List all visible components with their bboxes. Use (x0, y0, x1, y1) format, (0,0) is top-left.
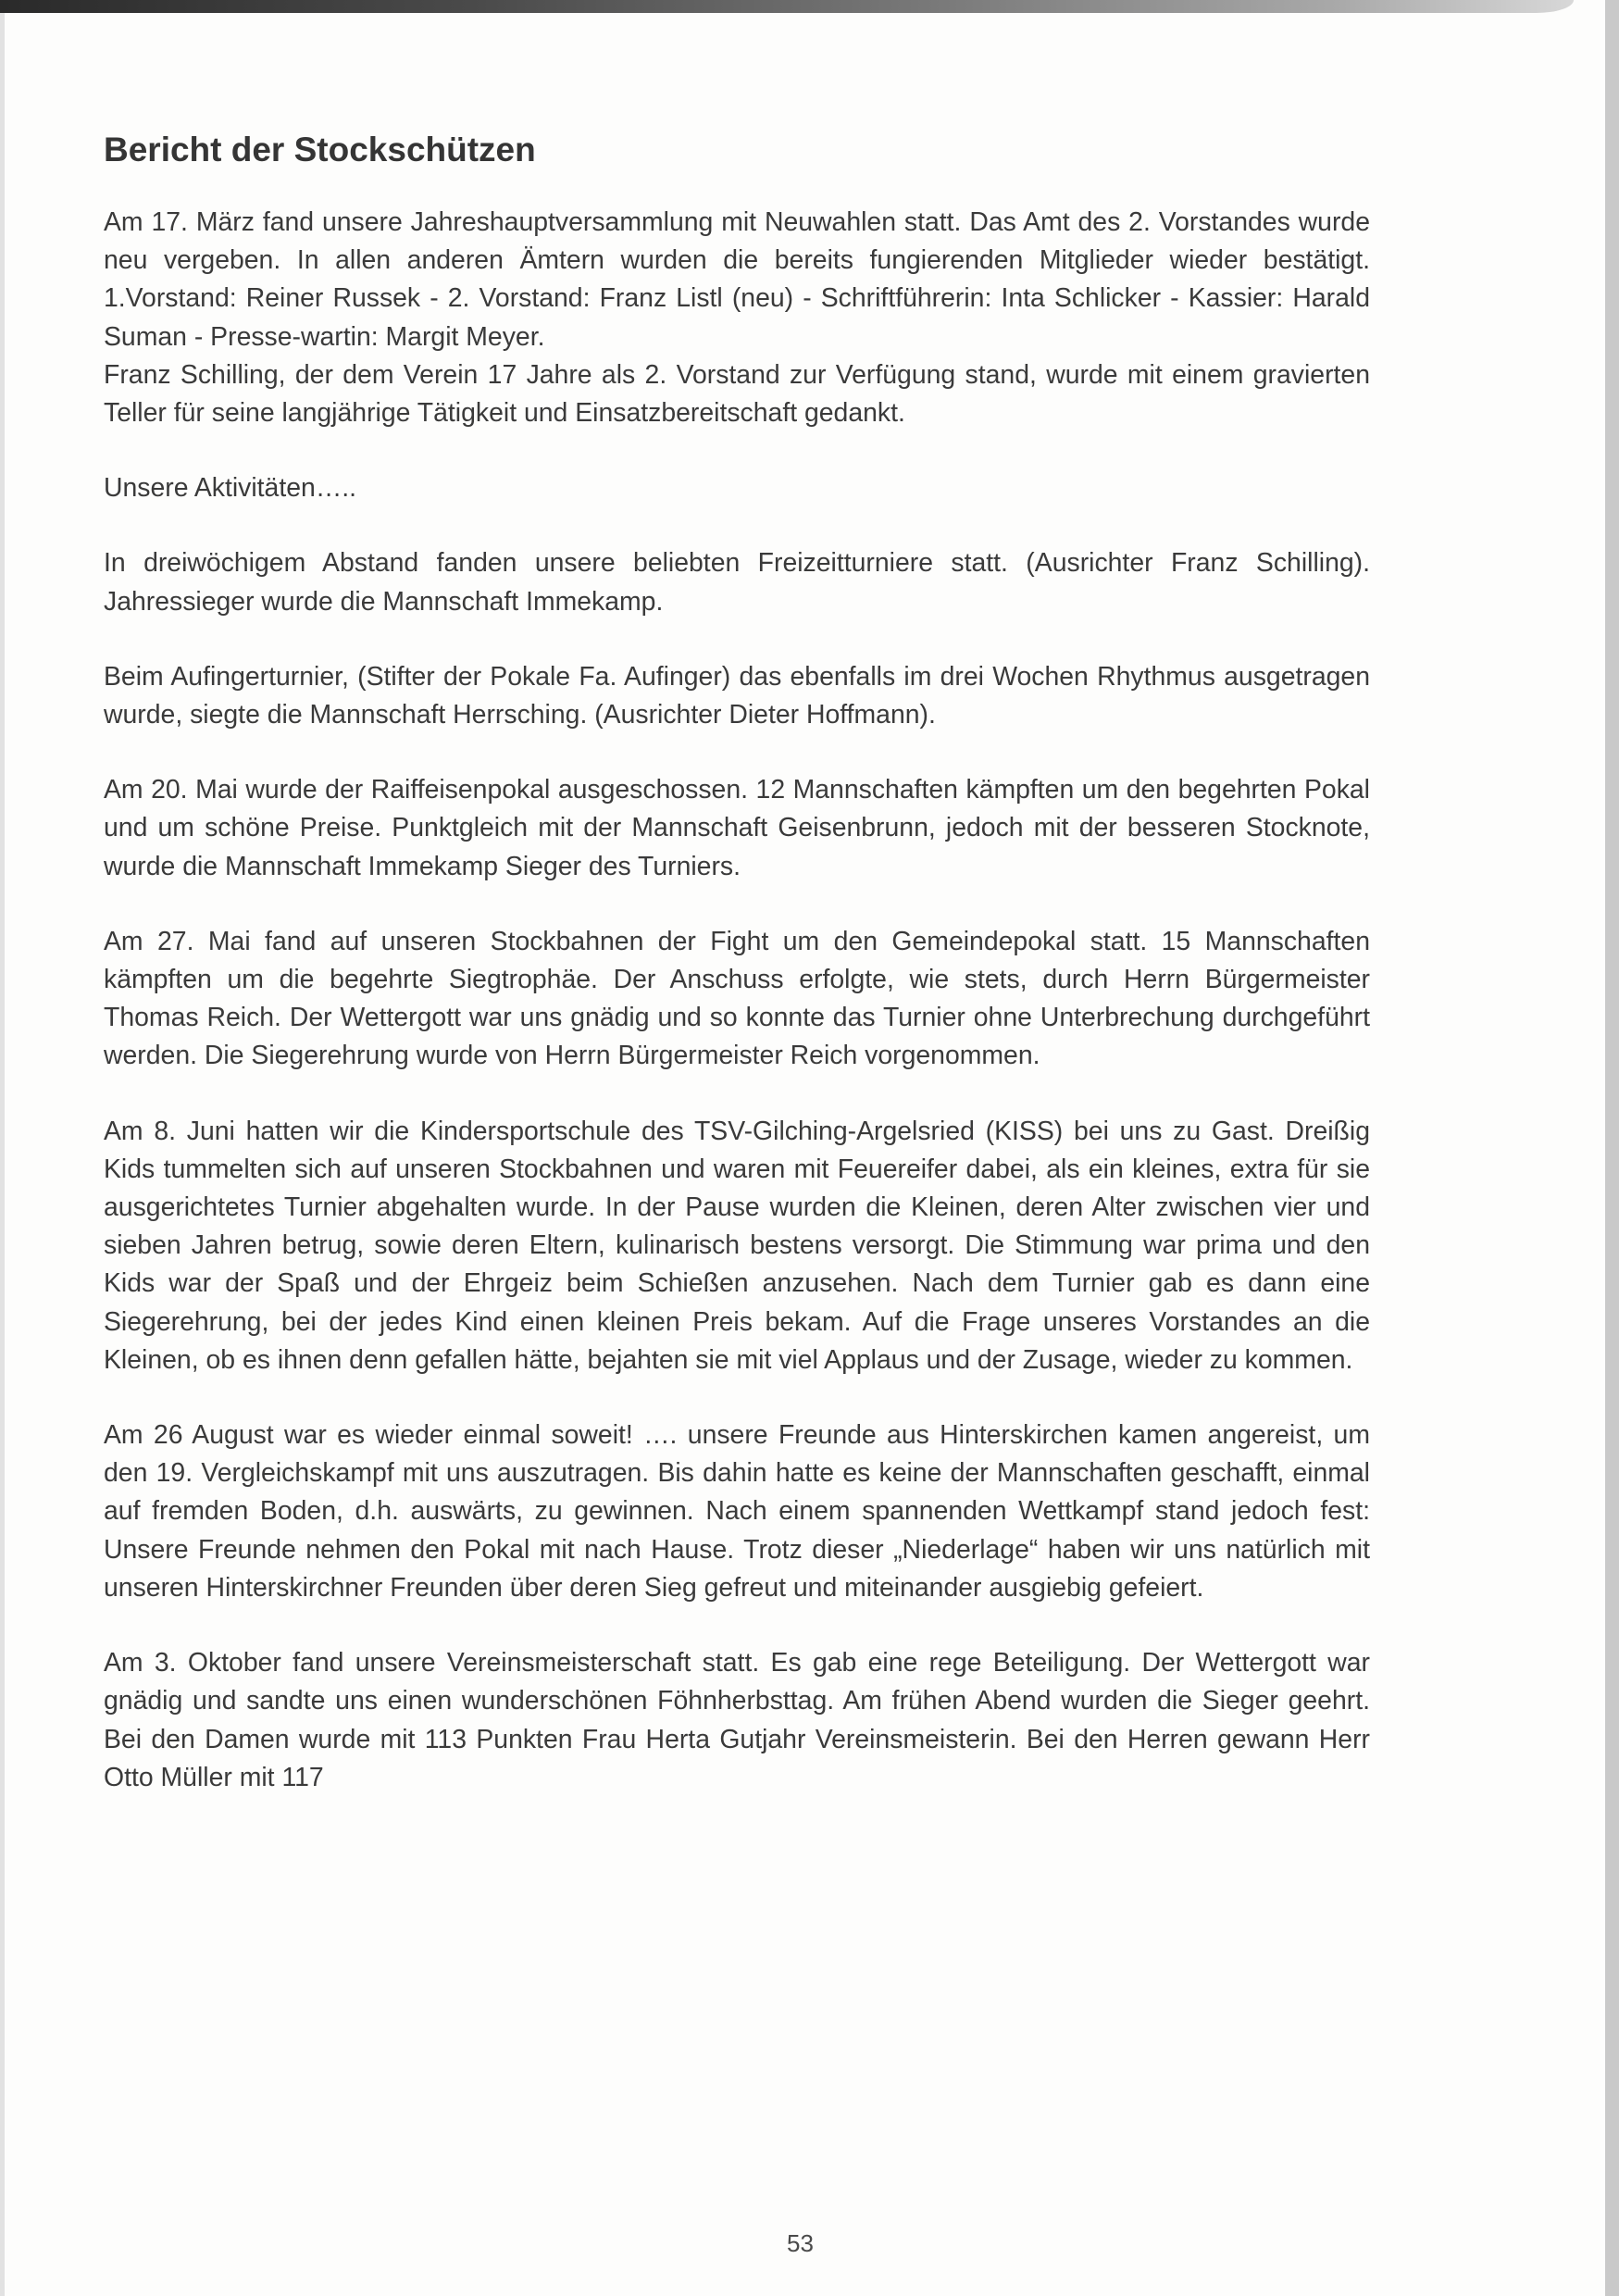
scan-right-edge (1605, 0, 1619, 2296)
paragraph-line: Am 8. Juni hatten wir die Kindersportschule des TSV-Gilching-Argelsried (KISS) bei uns zu Gast. Dreißig Kids tummelten sich auf unseren Stockbahnen und waren mit Feuereifer dabei, als ein kleines, extra für sie ausgerichtetes Turnier abgehalten wurde. In der Pause wurden die Kleinen, deren Alter zwischen vier und sieben Jahren betrug, sowie deren Eltern, kulinarisch bestens versorgt. Die Stimmung war prima und den Kids war der Spaß und der Ehrgeiz beim Schießen anzusehen. Nach dem Turnier gab es dann eine Siegerehrung, bei der jedes Kind einen kleinen Preis bekam. Auf die Frage unseres Vorstandes an die Kleinen, ob es ihnen denn gefallen hätte, bejahten sie mit viel Applaus und der Zusage, wieder zu kommen. (104, 1116, 1370, 1375)
paragraph-jahreshauptversammlung (104, 204, 1370, 432)
paragraph-line: Unsere Aktivitäten….. (104, 473, 356, 504)
scan-top-edge (0, 0, 1574, 13)
page-title: Bericht der Stockschützen (104, 131, 536, 168)
paragraph-vereinsmeisterschaft (104, 1644, 1370, 1797)
scan-left-edge (0, 13, 5, 2296)
page-content (104, 130, 1370, 1834)
paragraph-freizeitturniere (104, 544, 1370, 620)
paragraph-line: Am 17. März fand unsere Jahreshauptversammlung mit Neuwahlen statt. Das Amt des 2. Vorstandes wurde neu vergeben. In allen anderen Ämtern wurden die bereits fungierenden Mitglieder wieder bestätigt. 1.Vorstand: Reiner Russek - 2. Vorstand: Franz Listl (neu) - Schriftführerin: Inta Schlicker - Kassier: Harald Suman - Presse-wartin: Margit Meyer. (104, 207, 1370, 352)
paragraph-line: In dreiwöchigem Abstand fanden unsere beliebten Freizeitturniere statt. (Ausrichter Franz Schilling). Jahressieger wurde die Mannschaft Immekamp. (104, 548, 1370, 617)
page-number: 53 (787, 2229, 814, 2257)
paragraph-raiffeisenpokal (104, 771, 1370, 886)
paragraph-aktivitaeten-intro (104, 469, 1370, 507)
paragraph-gemeindepokal (104, 923, 1370, 1076)
paragraph-vergleichskampf (104, 1416, 1370, 1607)
paragraph-line: Beim Aufingerturnier, (Stifter der Pokale Fa. Aufinger) das ebenfalls im drei Wochen Rhythmus ausgetragen wurde, siegte die Mannschaft Herrsching. (Ausrichter Dieter Hoffmann). (104, 661, 1370, 730)
paragraph-line: Am 3. Oktober fand unsere Vereinsmeisterschaft statt. Es gab eine rege Beteiligung. Der Wettergott war gnädig und sandte uns einen wunderschönen Föhnherbsttag. Am frühen Abend wurden die Sieger geehrt. Bei den Damen wurde mit 113 Punkten Frau Herta Gutjahr Vereinsmeisterin. Bei den Herren gewann Herr Otto Müller mit 117 (104, 1648, 1370, 1792)
paragraph-line: Am 26 August war es wieder einmal soweit! …. unsere Freunde aus Hinterskirchen kamen angereist, um den 19. Vergleichskampf mit uns auszutragen. Bis dahin hatte es keine der Mannschaften geschafft, einmal auf fremden Boden, d.h. auswärts, zu gewinnen. Nach einem spannenden Wettkampf stand jedoch fest: Unsere Freunde nehmen den Pokal mit nach Hause. Trotz dieser „Niederlage“ haben wir uns natürlich mit unseren Hinterskirchner Freunden über deren Sieg gefreut und miteinander ausgiebig gefeiert. (104, 1420, 1370, 1603)
paragraph-line: Am 27. Mai fand auf unseren Stockbahnen der Fight um den Gemeindepokal statt. 15 Mannschaften kämpften um die begehrte Siegtrophäe. Der Anschuss erfolgte, wie stets, durch Herrn Bürgermeister Thomas Reich. Der Wettergott war uns gnädig und so konnte das Turnier ohne Unterbrechung durchgeführt werden. Die Siegerehrung wurde von Herrn Bürgermeister Reich vorgenommen. (104, 926, 1370, 1071)
paragraph-kindersportschule (104, 1113, 1370, 1379)
paragraph-aufingerturnier (104, 658, 1370, 734)
paragraph-line: Franz Schilling, der dem Verein 17 Jahre als 2. Vorstand zur Verfügung stand, wurde mit einem gravierten Teller für seine langjährige Tätigkeit und Einsatzbereitschaft gedankt. (104, 359, 1370, 429)
paragraph-line: Am 20. Mai wurde der Raiffeisenpokal ausgeschossen. 12 Mannschaften kämpften um den begehrten Pokal und um schöne Preise. Punktgleich mit der Mannschaft Geisenbrunn, jedoch mit der besseren Stocknote, wurde die Mannschaft Immekamp Sieger des Turniers. (104, 775, 1370, 881)
